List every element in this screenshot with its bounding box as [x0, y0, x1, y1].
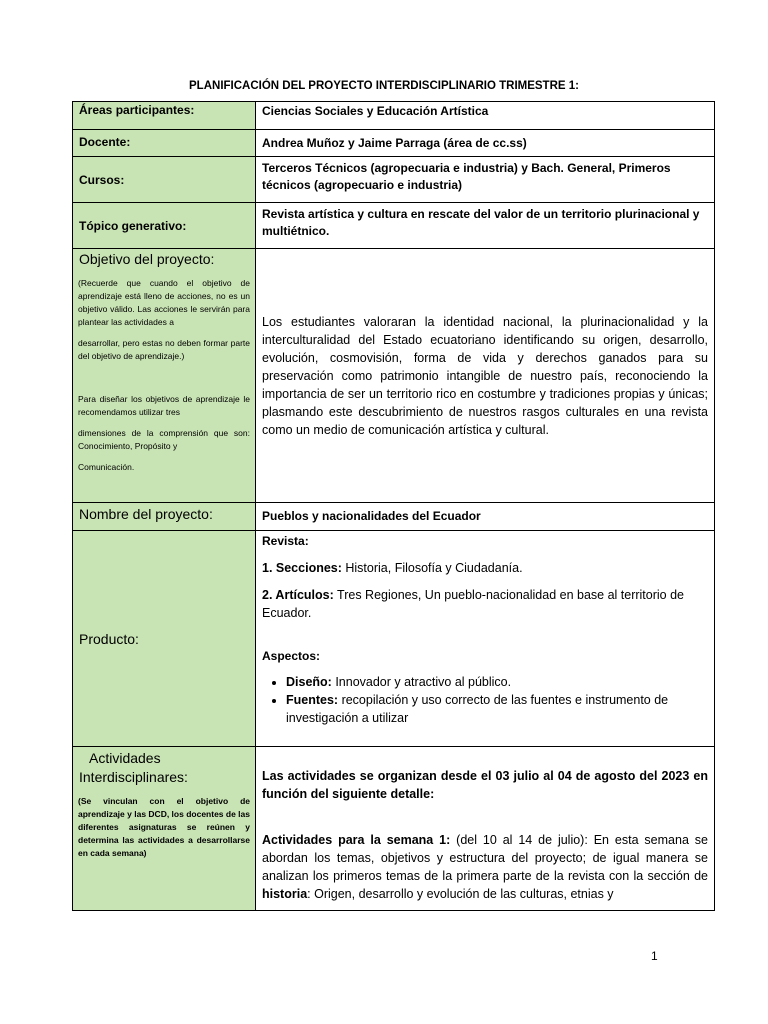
- objetivo-value: Los estudiantes valoraran la identidad nacional, la plurinacionalidad y la interculturalidad del Estado ecuatoriano identificando su origen, desarrollo, evolución, cosmovisión, forma de vida y derechos ganados para su preservación como patrimonio intangible de nuestro país, reconociendo la importancia de ser un territorio rico en costumbre y tradiciones propias y únicas; plasmando este descubrimiento de nuestros rasgos culturales en una revista como un medio de comunicación artística y cultural.: [262, 314, 708, 437]
- docente-label: Docente:: [79, 135, 131, 149]
- label-cell: [73, 249, 256, 503]
- topico-label: Tópico generativo:: [79, 218, 187, 233]
- value-cell: [256, 249, 715, 503]
- value-cell: [256, 130, 715, 157]
- value-cell: [256, 203, 715, 249]
- producto-label: Producto:: [79, 630, 139, 647]
- cursos-label: Cursos:: [79, 172, 125, 187]
- objetivo-note-4: dimensiones de la comprensión que son: Conocimiento, Propósito y: [78, 428, 250, 451]
- planning-table: [72, 101, 715, 911]
- value-cell: [256, 747, 715, 911]
- articulos-label: 2. Artículos:: [262, 588, 334, 602]
- actividades-intro: Las actividades se organizan desde el 03 julio al 04 de agosto del 2023 en función del siguiente detalle:: [262, 769, 708, 801]
- areas-value: Ciencias Sociales y Educación Artística: [262, 104, 489, 118]
- value-cell: [256, 102, 715, 130]
- semana1-label: Actividades para la semana 1:: [262, 833, 451, 847]
- actividades-label: Actividades Interdisciplinares:: [79, 750, 188, 785]
- producto-revista: Revista:: [262, 534, 309, 548]
- objetivo-note-5: Comunicación.: [78, 462, 135, 472]
- row-cursos: [73, 157, 715, 203]
- diseno-label: Diseño:: [286, 675, 332, 689]
- secciones-value: Historia, Filosofía y Ciudadanía.: [341, 561, 523, 575]
- semana1-text: (del 10 al 14 de julio): En esta semana se abordan los temas, objetivos y estructura del proyecto; de igual manera se analizan los primeros temas de la primera parte de la revista con la sección de: [262, 833, 708, 883]
- list-item: [286, 673, 714, 691]
- label-cell: [73, 157, 256, 203]
- page-number: 1: [651, 949, 658, 963]
- row-areas: [73, 102, 715, 130]
- fuentes-value: recopilación y uso correcto de las fuentes e instrumento de investigación a utilizar: [286, 693, 669, 725]
- cursos-value: Terceros Técnicos (agropecuaria e industria) y Bach. General, Primeros técnicos (agropecuario e industria): [262, 161, 671, 192]
- row-topico: [73, 203, 715, 249]
- row-docente: [73, 130, 715, 157]
- label-cell: [73, 531, 256, 747]
- objetivo-note-1: (Recuerde que cuando el objetivo de aprendizaje está lleno de acciones, no es un objetivo válido. Las acciones le servirán para plantear las actividades a: [78, 278, 250, 327]
- historia-label: historia: [262, 887, 308, 901]
- aspectos-list: [256, 673, 714, 727]
- nombre-value: Pueblos y nacionalidades del Ecuador: [262, 509, 481, 523]
- actividades-note: (Se vinculan con el objetivo de aprendizaje y las DCD, los docentes de las diferentes asignaturas se reúnen y determina las actividades a desarrollarse en cada semana): [78, 796, 250, 858]
- document-title: PLANIFICACIÓN DEL PROYECTO INTERDISCIPLINARIO TRIMESTRE 1:: [189, 80, 579, 92]
- label-cell: [73, 102, 256, 130]
- diseno-value: Innovador y atractivo al público.: [331, 675, 512, 689]
- producto-articulos: [256, 586, 714, 622]
- objetivo-note-3: Para diseñar los objetivos de aprendizaje le recomendamos utilizar tres: [78, 394, 250, 417]
- list-item: [286, 691, 714, 727]
- label-cell: [73, 130, 256, 157]
- value-cell: [256, 157, 715, 203]
- topico-value: Revista artística y cultura en rescate del valor de un territorio plurinacional y multiétnico.: [262, 207, 700, 238]
- producto-secciones: [256, 559, 714, 577]
- label-cell: [73, 747, 256, 911]
- articulos-value: Tres Regiones, Un pueblo-nacionalidad en base al territorio de Ecuador.: [262, 588, 684, 620]
- fuentes-label: Fuentes:: [286, 693, 339, 707]
- semana1-tail: : Origen, desarrollo y evolución de las culturas, etnias y: [307, 887, 614, 901]
- docente-value: Andrea Muñoz y Jaime Parraga (área de cc.ss): [262, 136, 527, 150]
- nombre-label: Nombre del proyecto:: [79, 506, 213, 522]
- row-producto: [73, 531, 715, 747]
- areas-label: Áreas participantes:: [79, 103, 195, 117]
- value-cell: [256, 503, 715, 531]
- row-nombre: [73, 503, 715, 531]
- objetivo-note-2: desarrollar, pero estas no deben formar parte del objetivo de aprendizaje.): [78, 338, 250, 361]
- objetivo-label: Objetivo del proyecto:: [79, 251, 215, 267]
- actividades-semana1: [256, 831, 714, 903]
- row-objetivo: [73, 249, 715, 503]
- row-actividades: [73, 747, 715, 911]
- secciones-label: 1. Secciones:: [262, 561, 342, 575]
- value-cell: [256, 531, 715, 747]
- producto-aspectos: Aspectos:: [262, 649, 321, 663]
- label-cell: [73, 203, 256, 249]
- label-cell: [73, 503, 256, 531]
